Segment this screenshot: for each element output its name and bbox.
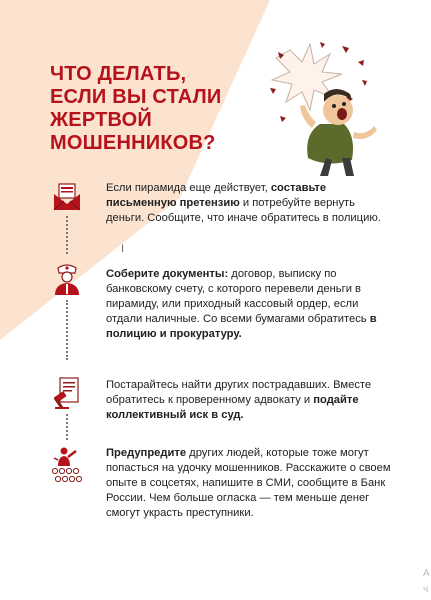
step-3-part-2: подайте коллективный иск в суд. [106, 394, 359, 421]
text-cursor-icon: I [121, 243, 125, 255]
connector-dots [66, 300, 70, 360]
step-1-part-1: Если пирамида еще действует, [106, 182, 271, 194]
step-2-part-3: в полицию и прокуратуру. [106, 313, 377, 340]
step-3-part-1: Постарайтесь найти других пострадавших. Вместе обратитесь к проверенному адвокату и [106, 379, 372, 406]
edge-letter-2: ч [423, 584, 429, 595]
scared-man-illustration [250, 40, 410, 180]
crowd-speaker-icon [50, 446, 84, 486]
step-1-part-2: составьте письменную претензию [106, 182, 327, 209]
step-3-text [106, 378, 396, 423]
step-1-part-3: и потребуйте вернуть деньги. Сообщите, что иначе обратитесь в полицию. [106, 197, 381, 224]
step-1-text [106, 181, 396, 226]
page-title [50, 63, 280, 155]
step-4-part-2: других людей, которые тоже могут попасться на удочку мошенников. Расскажите о своем опыте в соцсетях, напишите в СМИ, сообщите в Банк России. Чем больше огласка — тем меньше денег смогут украсть преступники. [106, 447, 391, 519]
step-2-part-1: Соберите документы: [106, 268, 229, 280]
edge-letter-1: А [423, 568, 430, 579]
step-2-text [106, 267, 396, 342]
police-officer-icon [52, 262, 82, 296]
title-line-1: ЧТО ДЕЛАТЬ, [50, 63, 187, 85]
title-line-3: ЖЕРТВОЙ [50, 109, 152, 131]
step-2-part-2: договор, выписку по банковскому счету, с которого перевели деньги в пирамиду, или приходный кассовый ордер, если отдали наличные. Со всеми бумагами обратитесь [106, 268, 370, 325]
title-line-2: ЕСЛИ ВЫ СТАЛИ [50, 86, 222, 108]
step-4-part-1: Предупредите [106, 447, 187, 459]
title-line-4: МОШЕННИКОВ? [50, 132, 216, 154]
lawsuit-document-gavel-icon [52, 376, 82, 410]
connector-dots [66, 414, 70, 440]
step-4-text [106, 446, 396, 521]
envelope-letter-icon [52, 182, 82, 212]
connector-dots [66, 216, 70, 254]
